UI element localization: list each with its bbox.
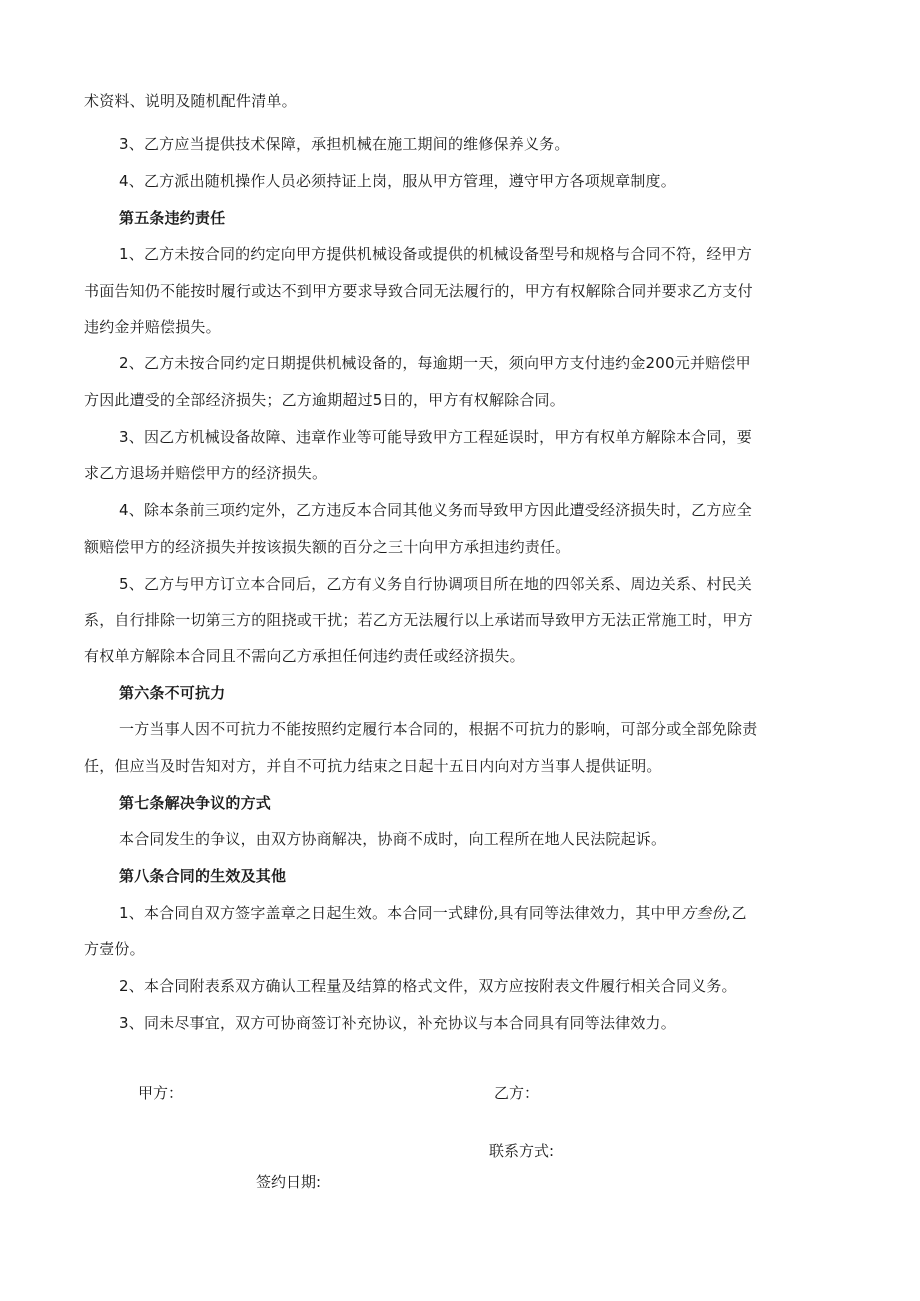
- party-a-label: 甲方：: [138, 1084, 184, 1102]
- clause-8-3: 3、同未尽事宜，双方可协商签订补充协议，补充协议与本合同具有同等法律效力。: [119, 1014, 676, 1032]
- clause-5-3-line-1: 3、因乙方机械设备故障、违章作业等可能导致甲方工程延误时，甲方有权单方解除本合同，要: [119, 428, 752, 446]
- clause-5-1-line-3: 违约金并赔偿损失。: [84, 318, 221, 336]
- article-6-heading: 第六条不可抗力: [119, 684, 226, 702]
- clause-5-1-line-1: 1、乙方未按合同的约定向甲方提供机械设备或提供的机械设备型号和规格与合同不符，经甲方: [119, 245, 752, 263]
- clause-5-5-line-3: 有权单方解除本合同且不需向乙方承担任何违约责任或经济损失。: [84, 647, 525, 665]
- clause-5-2-line-2: 方因此遭受的全部经济损失；乙方逾期超过5日的，甲方有权解除合同。: [84, 391, 565, 409]
- article-7-line-1: 本合同发生的争议，由双方协商解决，协商不成时，向工程所在地人民法院起诉。: [119, 830, 667, 848]
- clause-5-2-line-1: 2、乙方未按合同约定日期提供机械设备的，每逾期一天，须向甲方支付违约金200元并赔偿甲: [119, 354, 751, 372]
- clause-8-1-end: 乙: [731, 904, 747, 922]
- clause-8-1-line-2: 方壹份。: [84, 940, 145, 958]
- article-8-heading: 第八条合同的生效及其他: [119, 867, 287, 885]
- article-5-heading: 第五条违约责任: [119, 209, 226, 227]
- party-b-label: 乙方：: [494, 1084, 540, 1102]
- clause-5-4-line-2: 额赔偿甲方的经济损失并按该损失额的百分之三十向甲方承担违约责任。: [84, 538, 571, 556]
- clause-5-1-line-2: 书面告知仍不能按时履行或达不到甲方要求导致合同无法履行的，甲方有权解除合同并要求乙方支付: [84, 282, 753, 300]
- article-7-heading: 第七条解决争议的方式: [119, 794, 272, 812]
- paragraph-line: 术资料、说明及随机配件清单。: [84, 92, 297, 110]
- clause-8-1-line-1: [119, 903, 747, 923]
- sign-date-label: 签约日期:: [256, 1173, 322, 1191]
- article-6-line-1: 一方当事人因不可抗力不能按照约定履行本合同的，根据不可抗力的影响，可部分或全部免除责: [119, 720, 758, 738]
- clause-4-4: 4、乙方派出随机操作人员必须持证上岗，服从甲方管理，遵守甲方各项规章制度。: [119, 172, 676, 190]
- clause-8-1-text: 1、本合同自双方签字盖章之日起生效。本合同一式肆份,具有同等法律效力，其中甲: [119, 904, 681, 922]
- clause-8-2: 2、本合同附表系双方确认工程量及结算的格式文件，双方应按附表文件履行相关合同义务。: [119, 977, 737, 995]
- contact-label: 联系方式:: [489, 1142, 555, 1160]
- clause-4-3: 3、乙方应当提供技术保障，承担机械在施工期间的维修保养义务。: [119, 135, 570, 153]
- clause-5-5-line-1: 5、乙方与甲方订立本合同后，乙方有义务自行协调项目所在地的四邻关系、周边关系、村民关: [119, 575, 752, 593]
- clause-8-1-italic: 方叁份,: [680, 904, 732, 922]
- article-6-line-2: 任，但应当及时告知对方，并自不可抗力结束之日起十五日内向对方当事人提供证明。: [84, 757, 662, 775]
- clause-5-3-line-2: 求乙方退场并赔偿甲方的经济损失。: [84, 464, 328, 482]
- clause-5-5-line-2: 系，自行排除一切第三方的阻挠或干扰；若乙方无法履行以上承诺而导致甲方无法正常施工时，甲方: [84, 611, 753, 629]
- clause-5-4-line-1: 4、除本条前三项约定外，乙方违反本合同其他义务而导致甲方因此遭受经济损失时，乙方应全: [119, 501, 752, 519]
